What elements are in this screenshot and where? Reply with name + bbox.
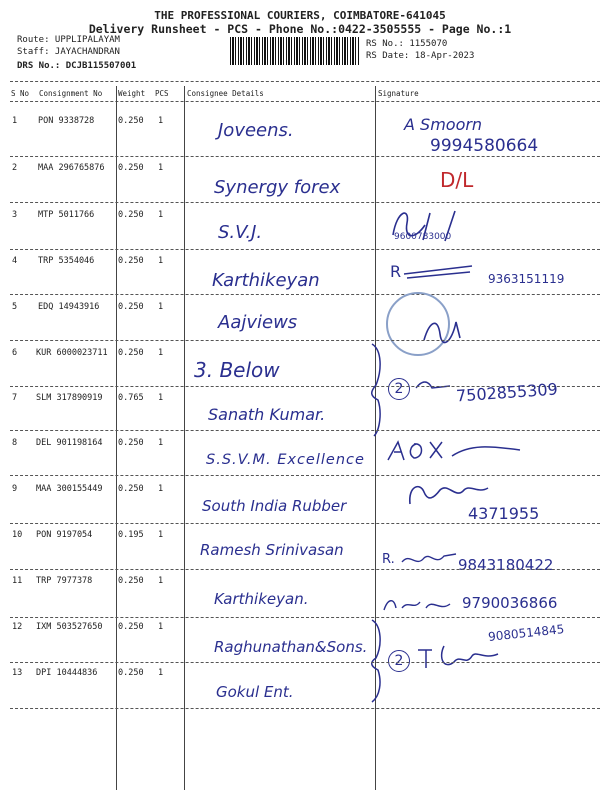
- barcode-image: [230, 37, 360, 65]
- row-3-sno: 3: [12, 210, 18, 220]
- col-signature: Signature: [378, 89, 419, 98]
- row-4-weight: 0.250: [118, 256, 144, 266]
- row-3-pcs: 1: [158, 210, 164, 220]
- row-4-phone: 9363151119: [488, 272, 565, 286]
- row-2-weight: 0.250: [118, 163, 144, 173]
- col-weight: Weight: [118, 89, 146, 98]
- row-11-consignee: Karthikeyan.: [214, 590, 309, 608]
- row-2-consignment: MAA 296765876: [38, 163, 105, 173]
- row-8-signature-scribble: [380, 436, 530, 466]
- row-9-consignment: MAA 300155449: [36, 484, 103, 494]
- runsheet-subtitle: Delivery Runsheet - PCS - Phone No.:0422-3505555 - Page No.:1: [88, 22, 512, 36]
- row-7-consignee: Sanath Kumar.: [208, 405, 326, 424]
- row-10-signature: R.: [382, 552, 395, 567]
- row-2-delivered-mark: D/L: [440, 168, 474, 192]
- row-9-consignee: South India Rubber: [202, 497, 347, 515]
- row-11-phone: 9790036866: [462, 594, 558, 612]
- row-divider: [10, 475, 600, 476]
- row-5-sno: 5: [12, 302, 18, 312]
- row-9-pcs: 1: [158, 484, 164, 494]
- row-divider: [10, 569, 600, 570]
- row-4-strike-scribble: [402, 262, 477, 282]
- row-8-pcs: 1: [158, 438, 164, 448]
- row-3-consignee: S.V.J.: [218, 222, 263, 243]
- row-divider: [10, 523, 600, 524]
- circled-2-mark-2: 2: [388, 650, 410, 672]
- row-8-sno: 8: [12, 438, 18, 448]
- row-12-consignment: IXM 503527650: [36, 622, 103, 632]
- row-2-sno: 2: [12, 163, 18, 173]
- row-1-pcs: 1: [158, 116, 164, 126]
- row-11-sno: 11: [12, 576, 23, 586]
- header-divider-bottom: [10, 101, 600, 102]
- col-consignment-no: Consignment No: [39, 89, 103, 98]
- row-6-pcs: 1: [158, 348, 164, 358]
- row-12-weight: 0.250: [118, 622, 144, 632]
- col-consignee-details: Consignee Details: [187, 89, 264, 98]
- rs-date: RS Date: 18-Apr-2023: [366, 51, 475, 61]
- row-1-consignee: Joveens.: [218, 120, 294, 141]
- row-8-consignee: S.S.V.M. Excellence: [206, 452, 365, 468]
- row-7-sno: 7: [12, 393, 18, 403]
- row-5-weight: 0.250: [118, 302, 144, 312]
- row-4-signature: R: [390, 262, 402, 281]
- row-7-pcs: 1: [158, 393, 164, 403]
- row-divider: [10, 340, 600, 341]
- row-6-consignment: KUR 6000023711: [36, 348, 108, 358]
- row-10-weight: 0.195: [118, 530, 144, 540]
- row-5-pcs: 1: [158, 302, 164, 312]
- row-1-phone: 9994580664: [430, 136, 539, 156]
- row-divider: [10, 249, 600, 250]
- row-10-pcs: 1: [158, 530, 164, 540]
- row-divider: [10, 662, 600, 663]
- row-divider: [10, 708, 600, 709]
- row-4-pcs: 1: [158, 256, 164, 266]
- row-12-signature-scribble: [414, 640, 504, 674]
- row-6-consignee: 3. Below: [194, 358, 280, 382]
- row-12-sno: 12: [12, 622, 23, 632]
- company-name: THE PROFESSIONAL COURIERS, COIMBATORE-641045: [154, 9, 446, 22]
- row-10-sno: 10: [12, 530, 23, 540]
- row-11-weight: 0.250: [118, 576, 144, 586]
- row-6-weight: 0.250: [118, 348, 144, 358]
- row-divider: [10, 430, 600, 431]
- row-12-consignee: Raghunathan&Sons.: [214, 638, 368, 656]
- row-9-phone: 4371955: [468, 504, 540, 523]
- row-7-weight: 0.765: [118, 393, 144, 403]
- row-4-consignment: TRP 5354046: [38, 256, 95, 266]
- col-sno: S No: [11, 89, 30, 98]
- header-divider: [10, 81, 600, 82]
- row-4-sno: 4: [12, 256, 18, 266]
- row-5-consignee: Aajviews: [218, 312, 298, 333]
- col-pcs: PCS: [155, 89, 169, 98]
- row-1-consignment: PON 9338728: [38, 116, 95, 126]
- row-8-weight: 0.250: [118, 438, 144, 448]
- row-10-consignment: PON 9197054: [36, 530, 93, 540]
- row-1-weight: 0.250: [118, 116, 144, 126]
- row-13-pcs: 1: [158, 668, 164, 678]
- row-divider: [10, 156, 600, 157]
- row-13-weight: 0.250: [118, 668, 144, 678]
- column-rule-consignee: [184, 86, 185, 790]
- row-7-phone: 7502855309: [455, 379, 559, 406]
- row-13-consignment: DPI 10444836: [36, 668, 98, 678]
- column-rule-weight: [116, 86, 117, 790]
- row-10-phone: 9843180422: [458, 556, 554, 574]
- row-1-sno: 1: [12, 116, 18, 126]
- row-3-phone: 9600783000: [394, 232, 452, 242]
- row-divider: [10, 202, 600, 203]
- row-13-consignee: Gokul Ent.: [216, 683, 294, 701]
- staff-label: Staff: JAYACHANDRAN: [17, 47, 120, 57]
- row-3-weight: 0.250: [118, 210, 144, 220]
- row-11-signature-scribble: [380, 596, 460, 616]
- route-label: Route: UPPLIPALAYAM: [17, 35, 120, 45]
- row-2-pcs: 1: [158, 163, 164, 173]
- row-2-consignee: Synergy forex: [214, 177, 341, 198]
- row-12-pcs: 1: [158, 622, 164, 632]
- row-6-sno: 6: [12, 348, 18, 358]
- rs-number: RS No.: 1155070: [366, 39, 448, 49]
- circled-2-mark: 2: [388, 378, 410, 400]
- row-3-consignment: MTP 5011766: [38, 210, 95, 220]
- row-7-consignment: SLM 317890919: [36, 393, 103, 403]
- row-9-weight: 0.250: [118, 484, 144, 494]
- row-10-consignee: Ramesh Srinivasan: [200, 541, 344, 559]
- row-11-consignment: TRP 7977378: [36, 576, 93, 586]
- row-4-consignee: Karthikeyan: [212, 270, 320, 291]
- row-1-signature: A Smoorn: [404, 115, 483, 134]
- row-13-sno: 13: [12, 668, 23, 678]
- row-divider: [10, 617, 600, 618]
- row-9-sno: 9: [12, 484, 18, 494]
- drs-number: DRS No.: DCJB115507001: [17, 61, 137, 71]
- row-12-phone: 9080514845: [487, 622, 565, 644]
- row-divider: [10, 294, 600, 295]
- row-11-pcs: 1: [158, 576, 164, 586]
- row-8-consignment: DEL 901198164: [36, 438, 103, 448]
- row-5-consignment: EDQ 14943916: [38, 302, 100, 312]
